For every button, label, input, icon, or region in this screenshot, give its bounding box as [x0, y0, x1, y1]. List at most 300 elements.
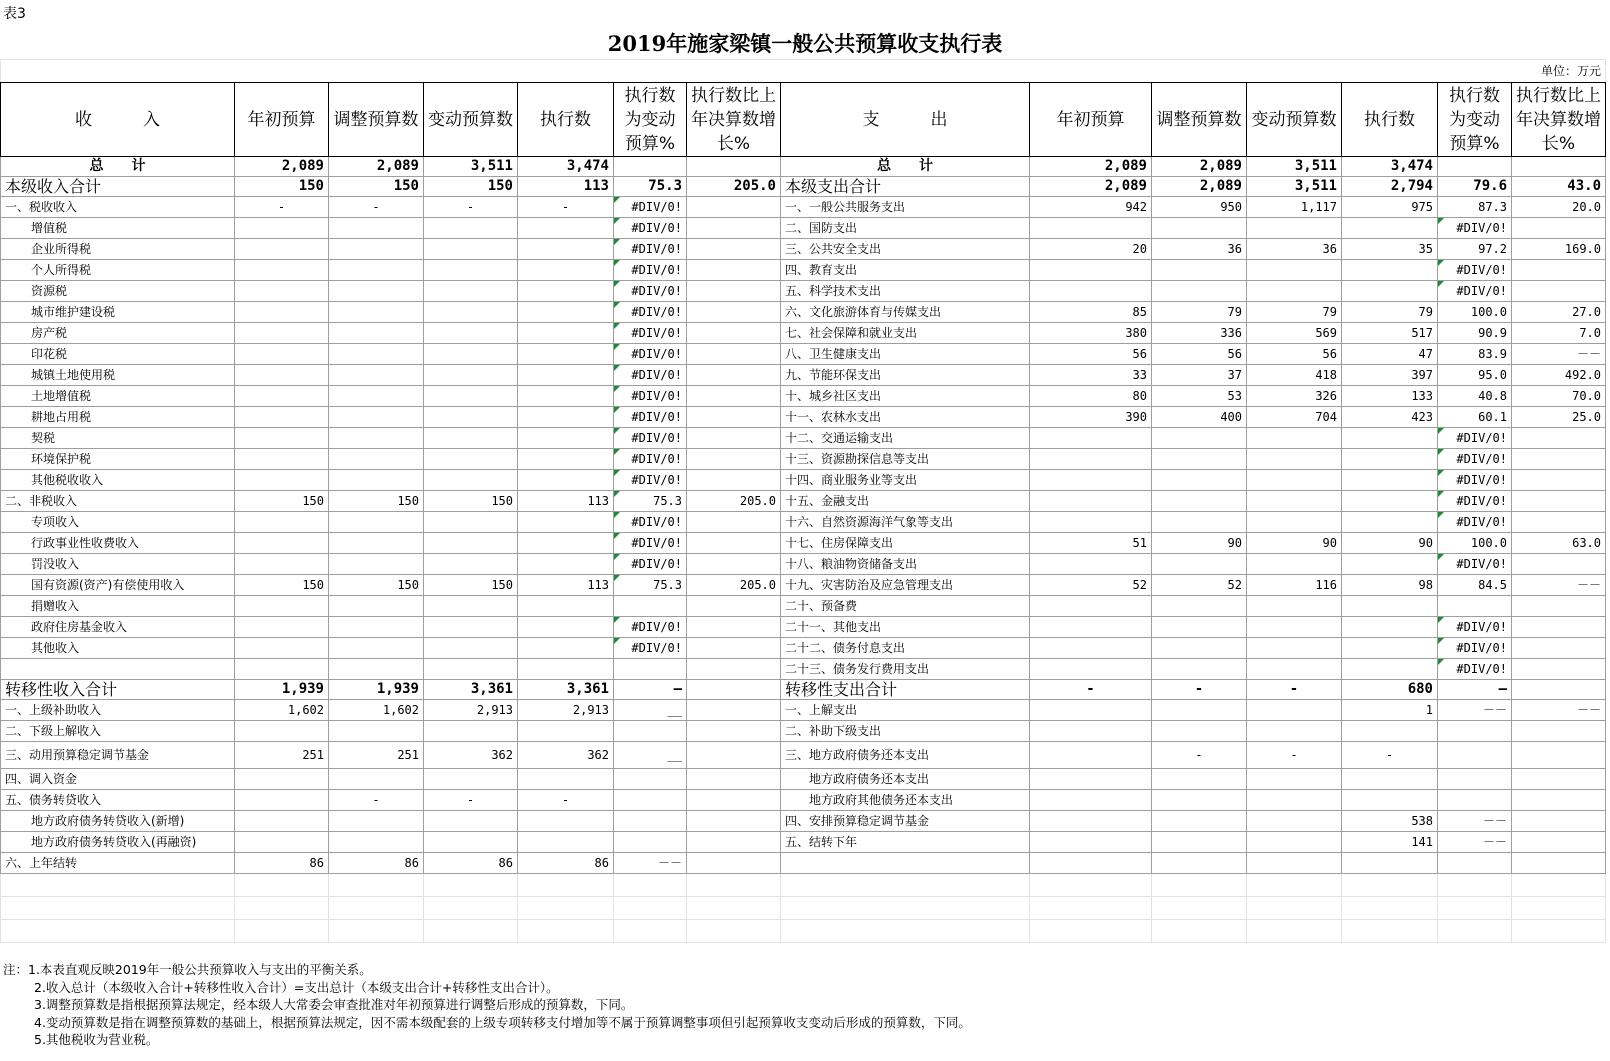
- value-cell: [1342, 470, 1438, 491]
- value-cell: [329, 323, 424, 344]
- expenditure-item-label: 十八、粮油物资储备支出: [781, 554, 1030, 575]
- value-cell: [424, 638, 518, 659]
- income-item-label: 城市维护建设税: [1, 302, 235, 323]
- value-cell: [235, 407, 329, 428]
- value-cell: [424, 811, 518, 832]
- value-cell: [1152, 811, 1247, 832]
- value-cell: [424, 344, 518, 365]
- value-cell: [1342, 769, 1438, 790]
- header-growth-exp: 执行数比上年决算数增长%: [1512, 83, 1606, 157]
- value-cell: [329, 344, 424, 365]
- value-cell: [329, 260, 424, 281]
- value-cell: [424, 281, 518, 302]
- value-cell: [1152, 617, 1247, 638]
- value-cell: 418: [1247, 365, 1342, 386]
- value-cell: [1438, 790, 1512, 811]
- table-row: [1, 769, 1606, 790]
- value-cell: [1247, 832, 1342, 853]
- value-cell: [1030, 428, 1152, 449]
- value-cell: [1247, 470, 1342, 491]
- value-cell: [614, 157, 687, 177]
- value-cell: [1512, 281, 1606, 302]
- value-cell: 538: [1342, 811, 1438, 832]
- value-cell: [687, 659, 781, 680]
- value-cell: [518, 659, 614, 680]
- value-cell: #DIV/0!: [614, 344, 687, 365]
- value-cell: [1152, 428, 1247, 449]
- value-cell: #DIV/0!: [1438, 659, 1512, 680]
- value-cell: —: [1438, 680, 1512, 700]
- value-cell: [329, 239, 424, 260]
- value-cell: 86: [518, 853, 614, 874]
- value-cell: 150: [329, 177, 424, 197]
- value-cell: [424, 596, 518, 617]
- value-cell: －－: [1438, 811, 1512, 832]
- income-item-label: 专项收入: [1, 512, 235, 533]
- value-cell: [518, 239, 614, 260]
- value-cell: 336: [1152, 323, 1247, 344]
- income-item-label: 政府住房基金收入: [1, 617, 235, 638]
- value-cell: 70.0: [1512, 386, 1606, 407]
- header-adjusted: 调整预算数: [329, 83, 424, 157]
- value-cell: [1152, 512, 1247, 533]
- value-cell: [1512, 897, 1606, 920]
- value-cell: 35: [1342, 239, 1438, 260]
- value-cell: [518, 832, 614, 853]
- value-cell: 150: [329, 491, 424, 512]
- expenditure-item-label: 十、城乡社区支出: [781, 386, 1030, 407]
- value-cell: [1512, 790, 1606, 811]
- value-cell: -: [424, 197, 518, 218]
- value-cell: 2,089: [1152, 177, 1247, 197]
- value-cell: [687, 853, 781, 874]
- value-cell: 950: [1152, 197, 1247, 218]
- value-cell: [1030, 897, 1152, 920]
- value-cell: [1438, 853, 1512, 874]
- value-cell: [1512, 596, 1606, 617]
- value-cell: 83.9: [1438, 344, 1512, 365]
- income-item-label: 二、非税收入: [1, 491, 235, 512]
- page-title: 2019年施家梁镇一般公共预算收支执行表: [607, 31, 1003, 56]
- value-cell: 43.0: [1512, 177, 1606, 197]
- value-cell: [518, 920, 614, 943]
- value-cell: [1152, 281, 1247, 302]
- value-cell: －－: [1438, 700, 1512, 721]
- value-cell: #DIV/0!: [614, 533, 687, 554]
- value-cell: [329, 470, 424, 491]
- value-cell: [687, 832, 781, 853]
- expenditure-item-label: 十五、金融支出: [781, 491, 1030, 512]
- table-row: [1, 260, 1606, 281]
- value-cell: -: [1247, 680, 1342, 700]
- value-cell: 113: [518, 177, 614, 197]
- value-cell: 942: [1030, 197, 1152, 218]
- value-cell: 3,511: [424, 157, 518, 177]
- income-item-label: 罚没收入: [1, 554, 235, 575]
- value-cell: -: [1030, 680, 1152, 700]
- value-cell: [1342, 512, 1438, 533]
- income-item-label: 捐赠收入: [1, 596, 235, 617]
- table-row: [1, 596, 1606, 617]
- value-cell: [235, 218, 329, 239]
- value-cell: 79: [1152, 302, 1247, 323]
- value-cell: [1512, 491, 1606, 512]
- value-cell: 90.9: [1438, 323, 1512, 344]
- table-row: [1, 344, 1606, 365]
- value-cell: 36: [1152, 239, 1247, 260]
- header-initial-budget: 年初预算: [235, 83, 329, 157]
- value-cell: [235, 260, 329, 281]
- value-cell: [1512, 811, 1606, 832]
- value-cell: [1152, 470, 1247, 491]
- table-row: [1, 721, 1606, 742]
- header-growth: 执行数比上年决算数增长%: [687, 83, 781, 157]
- value-cell: [1247, 920, 1342, 943]
- value-cell: [518, 596, 614, 617]
- value-cell: [424, 323, 518, 344]
- value-cell: [518, 533, 614, 554]
- value-cell: #DIV/0!: [1438, 512, 1512, 533]
- value-cell: 79.6: [1438, 177, 1512, 197]
- value-cell: [329, 554, 424, 575]
- value-cell: #DIV/0!: [1438, 281, 1512, 302]
- value-cell: [1247, 700, 1342, 721]
- value-cell: 3,361: [424, 680, 518, 700]
- value-cell: [1342, 428, 1438, 449]
- value-cell: 380: [1030, 323, 1152, 344]
- table-row: [1, 832, 1606, 853]
- value-cell: 569: [1247, 323, 1342, 344]
- table-row: [1, 920, 1606, 943]
- value-cell: [518, 617, 614, 638]
- table-row: [1, 811, 1606, 832]
- value-cell: #DIV/0!: [614, 239, 687, 260]
- value-cell: [1030, 742, 1152, 769]
- footnote-5: 5.其他税收为营业税。: [34, 1032, 159, 1047]
- income-item-label: 六、上年结转: [1, 853, 235, 874]
- value-cell: 2,794: [1342, 177, 1438, 197]
- value-cell: [518, 897, 614, 920]
- value-cell: 1,939: [235, 680, 329, 700]
- value-cell: —: [614, 680, 687, 700]
- header-expenditure: 支 出: [781, 83, 1030, 157]
- value-cell: 40.8: [1438, 386, 1512, 407]
- value-cell: [1152, 790, 1247, 811]
- value-cell: [1030, 659, 1152, 680]
- value-cell: [329, 407, 424, 428]
- header-adjusted-exp: 调整预算数: [1152, 83, 1247, 157]
- value-cell: [687, 680, 781, 700]
- header-exec-ratio: 执行数为变动预算%: [614, 83, 687, 157]
- value-cell: [235, 533, 329, 554]
- value-cell: 97.2: [1438, 239, 1512, 260]
- income-item-label: 个人所得税: [1, 260, 235, 281]
- income-item-label: 契税: [1, 428, 235, 449]
- income-item-label: 城镇土地使用税: [1, 365, 235, 386]
- value-cell: [687, 874, 781, 897]
- value-cell: [424, 386, 518, 407]
- table-row: [1, 386, 1606, 407]
- value-cell: [614, 811, 687, 832]
- value-cell: 492.0: [1512, 365, 1606, 386]
- value-cell: [329, 659, 424, 680]
- value-cell: [329, 832, 424, 853]
- income-item-label: 资源税: [1, 281, 235, 302]
- value-cell: [235, 790, 329, 811]
- value-cell: [1438, 874, 1512, 897]
- value-cell: [518, 344, 614, 365]
- value-cell: [1512, 428, 1606, 449]
- value-cell: [1247, 790, 1342, 811]
- value-cell: [424, 407, 518, 428]
- value-cell: 150: [235, 575, 329, 596]
- expenditure-item-label: 八、卫生健康支出: [781, 344, 1030, 365]
- table-row: [1, 281, 1606, 302]
- value-cell: [329, 449, 424, 470]
- value-cell: [1342, 218, 1438, 239]
- value-cell: [687, 281, 781, 302]
- value-cell: 52: [1152, 575, 1247, 596]
- value-cell: 33: [1030, 365, 1152, 386]
- value-cell: 86: [235, 853, 329, 874]
- value-cell: [687, 721, 781, 742]
- value-cell: [329, 512, 424, 533]
- value-cell: 205.0: [687, 491, 781, 512]
- value-cell: [1247, 638, 1342, 659]
- value-cell: [518, 302, 614, 323]
- value-cell: [1342, 920, 1438, 943]
- value-cell: [424, 659, 518, 680]
- value-cell: [1512, 617, 1606, 638]
- value-cell: [1247, 811, 1342, 832]
- expenditure-item-label: 六、文化旅游体育与传媒支出: [781, 302, 1030, 323]
- value-cell: [235, 617, 329, 638]
- income-item-label: 二、下级上解收入: [1, 721, 235, 742]
- value-cell: -: [518, 197, 614, 218]
- value-cell: [1030, 638, 1152, 659]
- value-cell: 98: [1342, 575, 1438, 596]
- table-row: [1, 449, 1606, 470]
- income-item-label: 企业所得税: [1, 239, 235, 260]
- income-item-label: [1, 897, 235, 920]
- value-cell: 90: [1152, 533, 1247, 554]
- value-cell: [687, 470, 781, 491]
- expenditure-item-label: 三、公共安全支出: [781, 239, 1030, 260]
- value-cell: [518, 407, 614, 428]
- value-cell: [1030, 790, 1152, 811]
- value-cell: 75.3: [614, 575, 687, 596]
- value-cell: [235, 769, 329, 790]
- value-cell: [235, 428, 329, 449]
- value-cell: 1,602: [329, 700, 424, 721]
- table-row: [1, 177, 1606, 197]
- value-cell: [1152, 638, 1247, 659]
- expenditure-item-label: 十四、商业服务业等支出: [781, 470, 1030, 491]
- value-cell: [1152, 874, 1247, 897]
- income-item-label: 一、上级补助收入: [1, 700, 235, 721]
- value-cell: #DIV/0!: [1438, 617, 1512, 638]
- table-row: [1, 790, 1606, 811]
- value-cell: 20.0: [1512, 197, 1606, 218]
- footnote-2: 2.收入总计（本级收入合计+转移性收入合计）=支出总计（本级支出合计+转移性支出合计）。: [34, 979, 559, 995]
- income-item-label: 其他收入: [1, 638, 235, 659]
- value-cell: 3,474: [518, 157, 614, 177]
- value-cell: [1438, 769, 1512, 790]
- value-cell: [235, 897, 329, 920]
- value-cell: [235, 302, 329, 323]
- value-cell: [235, 874, 329, 897]
- value-cell: [424, 239, 518, 260]
- table-row: [1, 512, 1606, 533]
- value-cell: [1030, 811, 1152, 832]
- value-cell: [1247, 769, 1342, 790]
- value-cell: [1342, 617, 1438, 638]
- value-cell: [1152, 853, 1247, 874]
- value-cell: [614, 659, 687, 680]
- value-cell: [1512, 554, 1606, 575]
- footnote-3: 3.调整预算数是指根据预算法规定，经本级人大常委会审查批准对年初预算进行调整后形成的预算数，下同。: [34, 997, 634, 1012]
- income-item-label: [1, 659, 235, 680]
- income-item-label: 一、税收收入: [1, 197, 235, 218]
- table-row: [1, 700, 1606, 721]
- value-cell: 53: [1152, 386, 1247, 407]
- value-cell: #DIV/0!: [614, 197, 687, 218]
- income-item-label: 五、债务转贷收入: [1, 790, 235, 811]
- table-row: [1, 239, 1606, 260]
- income-item-label: 环境保护税: [1, 449, 235, 470]
- table-row: [1, 680, 1606, 700]
- value-cell: -: [518, 790, 614, 811]
- value-cell: [1512, 721, 1606, 742]
- value-cell: -: [235, 197, 329, 218]
- value-cell: [235, 596, 329, 617]
- value-cell: 205.0: [687, 575, 781, 596]
- value-cell: 150: [235, 177, 329, 197]
- expenditure-item-label: 二十一、其他支出: [781, 617, 1030, 638]
- expenditure-item-label: 七、社会保障和就业支出: [781, 323, 1030, 344]
- value-cell: [329, 638, 424, 659]
- expenditure-item-label: 四、教育支出: [781, 260, 1030, 281]
- value-cell: [687, 365, 781, 386]
- value-cell: [687, 790, 781, 811]
- value-cell: [235, 281, 329, 302]
- value-cell: [424, 218, 518, 239]
- value-cell: 56: [1247, 344, 1342, 365]
- value-cell: [235, 554, 329, 575]
- value-cell: [1342, 897, 1438, 920]
- value-cell: [1438, 157, 1512, 177]
- value-cell: 150: [424, 491, 518, 512]
- value-cell: [1152, 832, 1247, 853]
- value-cell: [1342, 874, 1438, 897]
- expenditure-item-label: 十六、自然资源海洋气象等支出: [781, 512, 1030, 533]
- expenditure-item-label: 十一、农林水支出: [781, 407, 1030, 428]
- value-cell: [235, 470, 329, 491]
- value-cell: [518, 638, 614, 659]
- value-cell: -: [1152, 680, 1247, 700]
- value-cell: [614, 721, 687, 742]
- table-row: [1, 638, 1606, 659]
- value-cell: [1342, 721, 1438, 742]
- value-cell: [687, 596, 781, 617]
- header-initial-budget-exp: 年初预算: [1030, 83, 1152, 157]
- value-cell: 362: [518, 742, 614, 769]
- value-cell: [1512, 920, 1606, 943]
- value-cell: [235, 449, 329, 470]
- header-executed-exp: 执行数: [1342, 83, 1438, 157]
- value-cell: [1030, 491, 1152, 512]
- value-cell: [1512, 218, 1606, 239]
- value-cell: 113: [518, 575, 614, 596]
- value-cell: [1152, 700, 1247, 721]
- value-cell: [687, 407, 781, 428]
- value-cell: 1,117: [1247, 197, 1342, 218]
- value-cell: -: [329, 790, 424, 811]
- value-cell: [329, 596, 424, 617]
- header-executed: 执行数: [518, 83, 614, 157]
- value-cell: [1247, 449, 1342, 470]
- value-cell: #DIV/0!: [1438, 260, 1512, 281]
- table-row: [1, 302, 1606, 323]
- value-cell: [1247, 554, 1342, 575]
- value-cell: 251: [329, 742, 424, 769]
- value-cell: [1030, 260, 1152, 281]
- value-cell: 86: [329, 853, 424, 874]
- value-cell: [518, 218, 614, 239]
- value-cell: [518, 428, 614, 449]
- value-cell: [329, 365, 424, 386]
- value-cell: [518, 554, 614, 575]
- value-cell: [1247, 428, 1342, 449]
- expenditure-item-label: 一、上解支出: [781, 700, 1030, 721]
- value-cell: 2,089: [1030, 177, 1152, 197]
- value-cell: [1512, 260, 1606, 281]
- value-cell: [1152, 491, 1247, 512]
- value-cell: [329, 920, 424, 943]
- table-row: [1, 659, 1606, 680]
- value-cell: [1512, 769, 1606, 790]
- value-cell: 3,511: [1247, 157, 1342, 177]
- value-cell: [1152, 721, 1247, 742]
- expenditure-item-label: 五、科学技术支出: [781, 281, 1030, 302]
- value-cell: 169.0: [1512, 239, 1606, 260]
- income-item-label: 耕地占用税: [1, 407, 235, 428]
- table-row: [1, 617, 1606, 638]
- table-row: [1, 365, 1606, 386]
- value-cell: #DIV/0!: [614, 428, 687, 449]
- value-cell: [329, 281, 424, 302]
- value-cell: __: [614, 700, 687, 721]
- value-cell: [687, 344, 781, 365]
- value-cell: [1342, 449, 1438, 470]
- value-cell: [1152, 449, 1247, 470]
- value-cell: 326: [1247, 386, 1342, 407]
- value-cell: 362: [424, 742, 518, 769]
- value-cell: #DIV/0!: [614, 218, 687, 239]
- income-item-label: 国有资源(资产)有偿使用收入: [1, 575, 235, 596]
- header-income: 收 入: [1, 83, 235, 157]
- value-cell: [1342, 638, 1438, 659]
- value-cell: __: [614, 742, 687, 769]
- unit-label: 单位：万元: [1, 60, 1606, 83]
- expenditure-item-label: 二十、预备费: [781, 596, 1030, 617]
- value-cell: [424, 874, 518, 897]
- expenditure-item-label: 十七、住房保障支出: [781, 533, 1030, 554]
- value-cell: [687, 428, 781, 449]
- value-cell: [1342, 491, 1438, 512]
- value-cell: [687, 197, 781, 218]
- value-cell: 205.0: [687, 177, 781, 197]
